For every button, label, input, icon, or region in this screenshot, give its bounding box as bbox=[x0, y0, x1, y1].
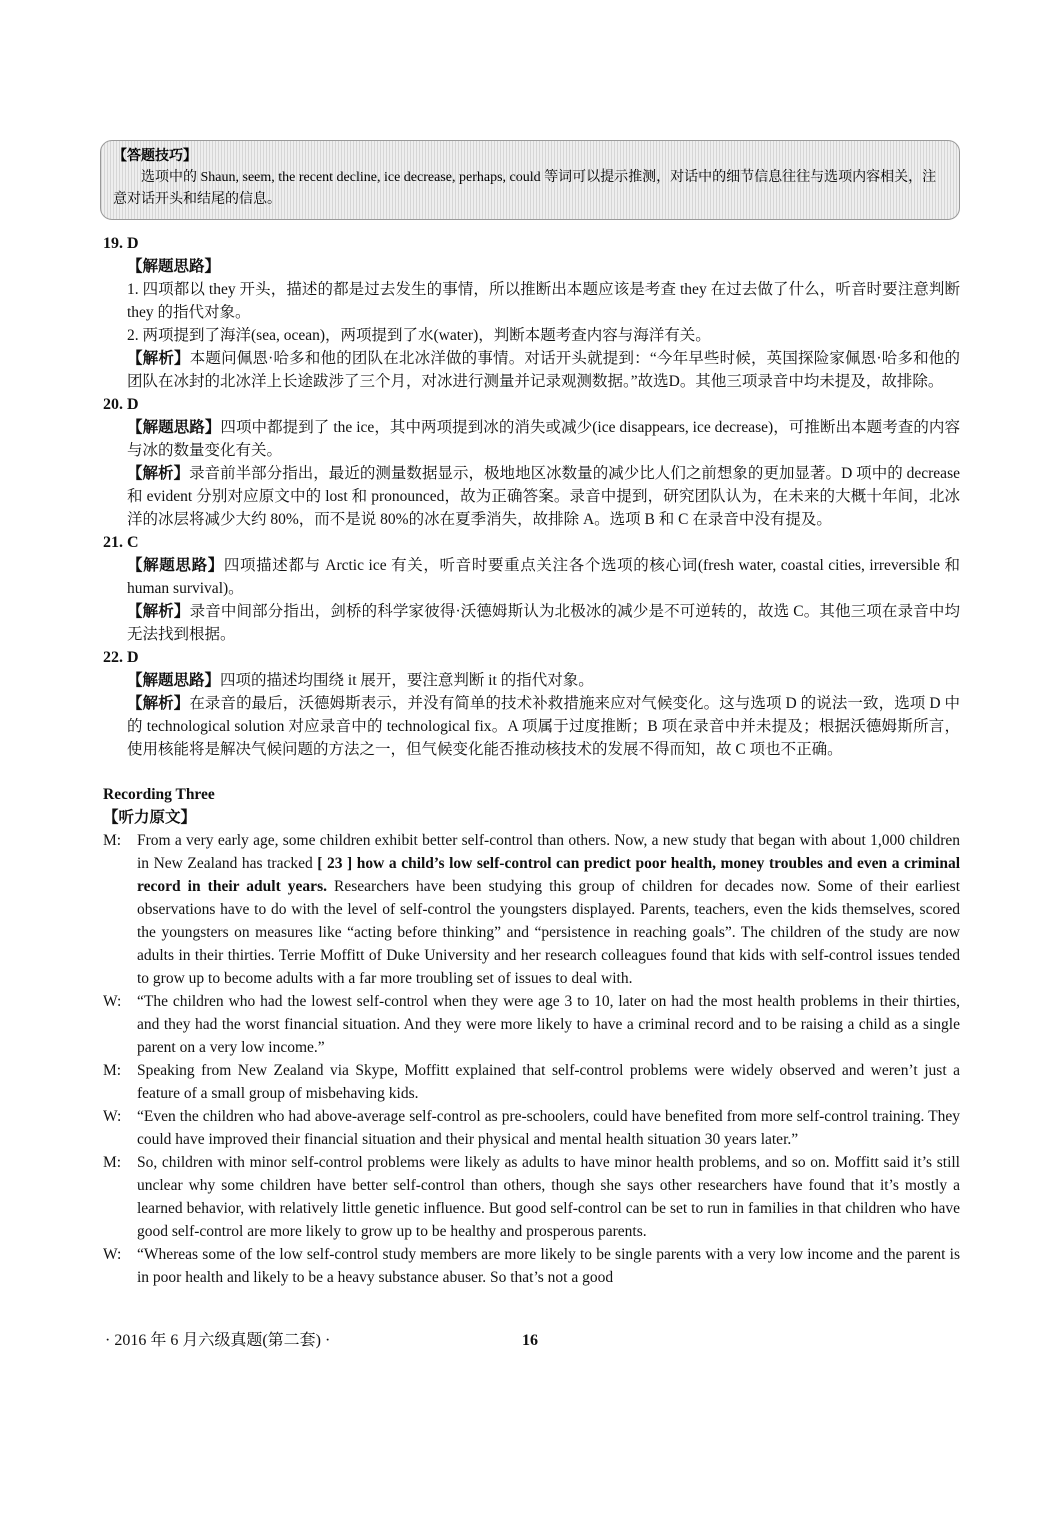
question-number: 22. D bbox=[103, 649, 139, 666]
speaker-line bbox=[103, 1151, 960, 1243]
speaker-line bbox=[103, 829, 960, 990]
analysis-text: 本题问佩恩·哈多和他的团队在北冰洋做的事情。对话开头就提到：“今年早些时候，英国探险家佩恩·哈多和他的团队在冰封的北冰洋上长途跋涉了三个月，对冰进行测量并记录观测数据。”故选D。其他三项录音中均未提及，故排除。 bbox=[127, 350, 960, 390]
tip-title: 【答题技巧】 bbox=[113, 149, 197, 164]
analysis-text: 在录音的最后，沃德姆斯表示，并没有简单的技术补救措施来应对气候变化。这与选项 D 的说法一致，选项 D 中的 technological solution 对应录音中的 technological fix。A 项属于过度推断；B 项在录音中并未提及；根据沃德姆斯所言，使用核能将是解决气候问题的方法之一，但气候变化能否推动核技术的发展不得而知，故 C 项也不正确。 bbox=[127, 695, 960, 758]
speech-text bbox=[137, 829, 960, 990]
page-number: 16 bbox=[522, 1332, 538, 1349]
tip-body: 选项中的 Shaun, seem, the recent decline, ice decrease, perhaps, could 等词可以提示推测，对话中的细节信息往往与选项内容相关，注意对话开头和结尾的信息。 bbox=[113, 170, 937, 207]
analysis-label: 【解析】 bbox=[127, 603, 190, 620]
page-footer bbox=[100, 1329, 960, 1353]
think bbox=[103, 416, 960, 462]
speaker: W: bbox=[103, 1246, 122, 1263]
speaker-line bbox=[103, 1105, 960, 1151]
think-point: 2. 两项提到了海洋(sea, ocean)，两项提到了水(water)，判断本题考查内容与海洋有关。 bbox=[127, 327, 711, 344]
question-20 bbox=[103, 393, 960, 531]
question-19 bbox=[103, 232, 960, 393]
speech-part: From a very early age, some children exhibit better self-control than others. Now, a new study that began with about 1,000 children in New Zealand has tracked bbox=[137, 832, 960, 872]
think-text: 四项描述都与 Arctic ice 有关，听音时要重点关注各个选项的核心词(fresh water, coastal cities, irreversible 和 human survival)。 bbox=[127, 557, 960, 597]
think-label: 【解题思路】 bbox=[127, 258, 221, 275]
analysis-text: 录音前半部分指出，最近的测量数据显示，极地地区冰数量的减少比人们之前想象的更加显著。D 项中的 decrease 和 evident 分别对应原文中的 lost 和 pronounced，故为正确答案。录音中提到，研究团队认为，在未来的大概十年间，北冰洋的冰层将减少大约 80%，而不是说 80%的冰在夏季消失，故排除 A。选项 B 和 C 在录音中没有提及。 bbox=[127, 465, 960, 528]
answer-highlight: how a child’s low self-control can predict poor health, money troubles and even a criminal record in their adult years. bbox=[137, 855, 960, 895]
speaker: W: bbox=[103, 1108, 122, 1125]
think-label: 【解题思路】 bbox=[127, 557, 224, 574]
speech-text: “Even the children who had above-average self-control as pre-schoolers, could have benefited from more self-control training. They could have improved their financial situation and their physical and mental health situation 30 years later.” bbox=[137, 1108, 960, 1148]
speech-text: So, children with minor self-control problems were likely as adults to have minor health problems, and so on. Moffitt said it’s still unclear why some children have better self-control than others, though she says other researchers have found that it’s mostly a learned behavior, with relatively little genetic influence. But good self-control can be set to run in families in that children who have good self-control are more likely to grow up to be healthy and prosperous parents. bbox=[137, 1154, 960, 1240]
question-22 bbox=[103, 646, 960, 761]
analysis bbox=[103, 462, 960, 531]
analysis bbox=[103, 347, 960, 393]
transcript-label: 【听力原文】 bbox=[103, 809, 197, 826]
speaker-line bbox=[103, 1059, 960, 1105]
question-number: 21. C bbox=[103, 534, 139, 551]
speech-part: Researchers have been studying this group of children for decades now. Some of their earliest observations have to do with the level of self-control the youngsters displayed. Parents, teachers, even the kids themselves, scored the youngsters on measures like “acting before thinking” and “persistence in reaching goals”. The children of the study are now adults in their thirties. Terrie Moffitt of Duke University and her research colleagues found that kids with self-control issues tended to grow up to become adults with a far more troubling set of issues to deal with. bbox=[137, 878, 960, 987]
think-text: 四项中都提到了 the ice，其中两项提到冰的消失或减少(ice disappears, ice decrease)，可推断出本题考查的内容与冰的数量变化有关。 bbox=[127, 419, 960, 459]
recording-title: Recording Three bbox=[103, 786, 215, 803]
tip-box bbox=[100, 140, 960, 220]
speaker: M: bbox=[103, 1154, 122, 1171]
think bbox=[103, 554, 960, 600]
question-marker: [ 23 ] bbox=[317, 855, 353, 872]
analysis-label: 【解析】 bbox=[127, 350, 190, 367]
footer-source: · 2016 年 6 月六级真题(第二套) · bbox=[105, 1332, 331, 1349]
think-label: 【解题思路】 bbox=[127, 419, 221, 436]
speaker: M: bbox=[103, 1062, 122, 1079]
speech-text: “Whereas some of the low self-control study members are more likely to be single parents with a very low income and the parent is in poor health and likely to be a heavy substance abuser. So that’s not a good bbox=[137, 1246, 960, 1286]
recording-three bbox=[103, 783, 960, 1289]
think bbox=[103, 669, 960, 692]
speaker: M: bbox=[103, 832, 122, 849]
speaker-line bbox=[103, 990, 960, 1059]
question-number: 20. D bbox=[103, 396, 139, 413]
page bbox=[100, 140, 960, 1353]
analysis-label: 【解析】 bbox=[127, 465, 190, 482]
think-text: 四项的描述均围绕 it 展开，要注意判断 it 的指代对象。 bbox=[220, 672, 594, 689]
page-content bbox=[100, 232, 960, 1289]
analysis-text: 录音中间部分指出，剑桥的科学家彼得·沃德姆斯认为北极冰的减少是不可逆转的，故选 C。其他三项在录音中均无法找到根据。 bbox=[127, 603, 960, 643]
think-label: 【解题思路】 bbox=[127, 672, 221, 689]
speaker: W: bbox=[103, 993, 122, 1010]
speaker-line bbox=[103, 1243, 960, 1289]
think-point: 1. 四项都以 they 开头，描述的都是过去发生的事情，所以推断出本题应该是考查 they 在过去做了什么，听音时要注意判断 they 的指代对象。 bbox=[127, 281, 960, 321]
question-21 bbox=[103, 531, 960, 646]
analysis bbox=[103, 692, 960, 761]
analysis bbox=[103, 600, 960, 646]
speech-text: “The children who had the lowest self-control when they were age 3 to 10, later on had the most health problems in their thirties, and they had the worst financial situation. And they were more likely to have a criminal record and to be raising a child as a single parent on a very low income.” bbox=[137, 993, 960, 1056]
analysis-label: 【解析】 bbox=[127, 695, 190, 712]
speech-text: Speaking from New Zealand via Skype, Moffitt explained that self-control problems were widely observed and weren’t just a feature of a small group of misbehaving kids. bbox=[137, 1062, 960, 1102]
question-number: 19. D bbox=[103, 235, 139, 252]
